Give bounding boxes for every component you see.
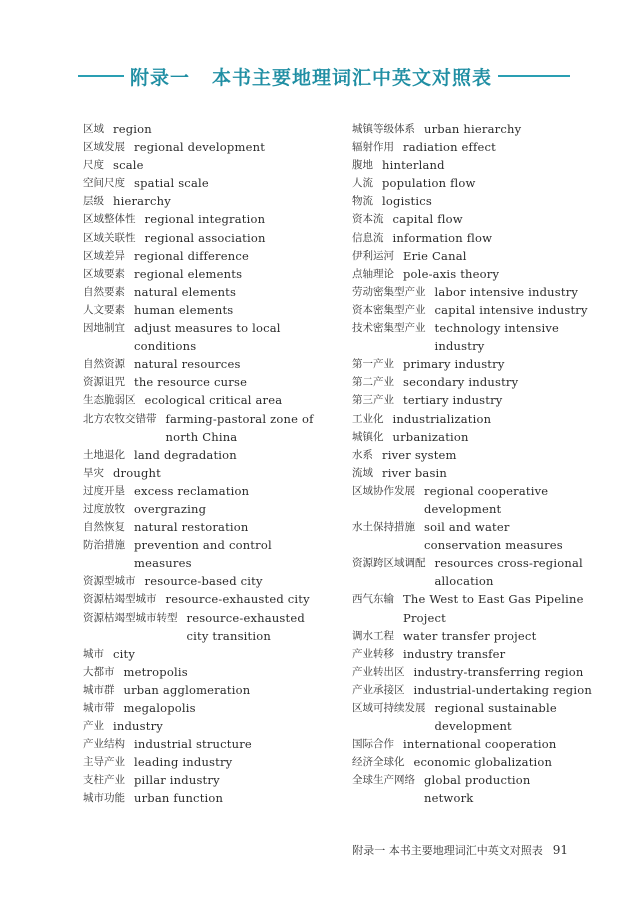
- term-english-line: allocation: [434, 574, 494, 589]
- glossary-entry: [83, 789, 333, 807]
- term-english-line: conservation measures: [424, 538, 563, 553]
- term-english-line: spatial scale: [134, 176, 209, 191]
- term-english: [403, 645, 505, 663]
- glossary-entry: [83, 210, 333, 228]
- term-english: [134, 283, 236, 301]
- term-chinese: 物流: [352, 195, 373, 208]
- term-chinese: 国际合作: [352, 738, 394, 751]
- term-english: [134, 735, 252, 753]
- glossary-entry: [83, 699, 333, 717]
- term-chinese: 生态脆弱区: [83, 394, 136, 407]
- term-english: [435, 283, 579, 301]
- term-english: [113, 156, 144, 174]
- term-english: [134, 518, 249, 536]
- term-chinese: 辐射作用: [352, 141, 394, 154]
- glossary-entry: [83, 283, 333, 301]
- term-english-line: metropolis: [123, 664, 188, 679]
- term-chinese: 区域发展: [83, 141, 125, 154]
- term-english: [113, 192, 171, 210]
- term-english-line: land degradation: [134, 447, 237, 462]
- term-chinese: 人流: [352, 177, 373, 190]
- glossary-entry: [83, 717, 333, 735]
- glossary-entry: [83, 500, 333, 518]
- term-chinese: 城市群: [83, 683, 115, 696]
- term-english-line: regional development: [134, 140, 266, 155]
- term-english-line: urban hierarchy: [424, 122, 522, 136]
- term-english: [134, 753, 232, 771]
- glossary-entry: [352, 301, 602, 319]
- appendix-header: [78, 62, 570, 90]
- term-english-line: ecological critical area: [144, 393, 283, 408]
- glossary-entry: [83, 174, 333, 192]
- glossary-entry: [83, 192, 333, 210]
- term-english: [134, 536, 272, 572]
- term-english: [134, 771, 220, 789]
- term-english-line: excess reclamation: [134, 483, 250, 498]
- term-chinese: 区域关联性: [83, 231, 136, 244]
- glossary-entry: [352, 518, 602, 554]
- term-chinese: 自然要素: [83, 285, 125, 298]
- term-english: [403, 373, 518, 391]
- term-chinese: 土地退化: [83, 448, 125, 461]
- glossary-entry: [352, 663, 602, 681]
- glossary-entry: [83, 482, 333, 500]
- glossary-entry: [83, 247, 333, 265]
- term-english: [134, 500, 206, 518]
- term-chinese: 资本密集型产业: [352, 303, 426, 316]
- glossary-entry: [83, 681, 333, 699]
- term-english-line: region: [113, 122, 152, 136]
- term-english-line: industrialization: [392, 411, 492, 426]
- term-english: [435, 699, 557, 735]
- glossary-entry: [83, 265, 333, 283]
- term-chinese: 资源枯竭型城市转型: [83, 611, 178, 624]
- term-english-line: regional difference: [134, 248, 249, 263]
- term-english-line: natural restoration: [134, 520, 249, 535]
- term-english-line: scale: [113, 158, 144, 173]
- term-chinese: 产业转出区: [352, 665, 405, 678]
- glossary-entry: [352, 410, 602, 428]
- appendix-label: 附录一: [130, 66, 191, 89]
- term-english-line: megalopolis: [123, 701, 196, 715]
- glossary-entry: [83, 229, 333, 247]
- term-english-line: global production: [424, 773, 531, 788]
- term-english: [414, 681, 592, 699]
- page-title: [124, 63, 498, 90]
- term-chinese: 产业转移: [352, 647, 394, 660]
- term-english-line: water transfer project: [403, 628, 537, 643]
- glossary-entry: [352, 771, 602, 807]
- term-chinese: 自然资源: [83, 358, 125, 371]
- term-english: [403, 138, 496, 156]
- term-chinese: 防治措施: [83, 539, 125, 552]
- glossary-entry: [83, 446, 333, 464]
- term-chinese: 城市: [83, 647, 104, 660]
- term-english: [145, 391, 283, 409]
- term-english-line: measures: [134, 556, 192, 571]
- term-chinese: 过度放牧: [83, 502, 125, 515]
- term-chinese: 区域整体性: [83, 213, 136, 226]
- term-english-line: industry transfer: [403, 646, 506, 661]
- term-english-line: urbanization: [392, 429, 469, 444]
- term-chinese: 劳动密集型产业: [352, 285, 426, 298]
- term-english: [393, 229, 493, 247]
- term-english: [424, 771, 531, 807]
- glossary-entry: [352, 283, 602, 301]
- term-english-line: natural resources: [134, 357, 241, 372]
- term-chinese: 第一产业: [352, 358, 394, 371]
- header-rule-right: [498, 75, 570, 77]
- term-chinese: 工业化: [352, 412, 384, 425]
- term-chinese: 调水工程: [352, 629, 394, 642]
- term-chinese: 区域可持续发展: [352, 702, 426, 714]
- term-english: [134, 174, 209, 192]
- term-english: [382, 174, 476, 192]
- page-footer: [352, 842, 568, 858]
- term-english: [134, 355, 241, 373]
- term-chinese: 产业: [83, 720, 104, 733]
- term-chinese: 点轴理论: [352, 267, 394, 280]
- glossary-entry: [352, 464, 602, 482]
- glossary-entry: [352, 138, 602, 156]
- term-english-line: industry: [113, 719, 163, 734]
- term-english-line: industrial-undertaking region: [413, 682, 592, 697]
- term-chinese: 区域要素: [83, 267, 125, 280]
- term-chinese: 资本流: [352, 213, 384, 226]
- term-english: [134, 247, 249, 265]
- term-english-line: hierarchy: [113, 194, 171, 209]
- term-chinese: 北方农牧交错带: [83, 412, 157, 425]
- term-english-line: the resource curse: [134, 375, 248, 390]
- term-english: [424, 482, 548, 518]
- term-english-line: labor intensive industry: [434, 284, 579, 299]
- term-english-line: international cooperation: [403, 737, 557, 752]
- term-chinese: 自然恢复: [83, 521, 125, 534]
- glossary-entry: [352, 554, 602, 590]
- glossary-entry: [83, 572, 333, 590]
- term-english: [382, 156, 445, 174]
- glossary-entry: [352, 229, 602, 247]
- glossary-entry: [352, 446, 602, 464]
- term-chinese: 因地制宜: [83, 322, 125, 335]
- term-english: [382, 464, 447, 482]
- glossary-entry: [83, 645, 333, 663]
- glossary-column-left: [83, 120, 333, 808]
- term-english: [145, 229, 266, 247]
- term-english-line: prevention and control: [134, 538, 272, 553]
- term-english: [403, 247, 467, 265]
- glossary-entry: [83, 156, 333, 174]
- page-number: 91: [552, 843, 568, 857]
- term-english-line: pole-axis theory: [403, 266, 500, 281]
- glossary-entry: [352, 428, 602, 446]
- term-english: [166, 590, 310, 608]
- term-english-line: economic globalization: [413, 755, 553, 770]
- glossary-entry: [83, 373, 333, 391]
- glossary-entry: [83, 590, 333, 608]
- glossary-entry: [83, 464, 333, 482]
- term-english: [382, 192, 432, 210]
- header-rule-left: [78, 75, 124, 77]
- term-english: [403, 590, 584, 626]
- term-english-line: north China: [165, 429, 238, 444]
- term-english-line: regional association: [144, 230, 266, 245]
- term-english-line: resource-exhausted: [186, 610, 305, 625]
- term-english-line: natural elements: [134, 284, 237, 299]
- term-english: [134, 789, 223, 807]
- term-english-line: Erie Canal: [403, 248, 467, 263]
- glossary-entry: [352, 210, 602, 228]
- term-chinese: 腹地: [352, 159, 373, 172]
- term-chinese: 过度开垦: [83, 484, 125, 497]
- term-english-line: radiation effect: [403, 140, 496, 155]
- glossary-entry: [352, 645, 602, 663]
- term-english: [403, 355, 505, 373]
- term-english-line: drought: [113, 465, 161, 480]
- term-english-line: overgrazing: [134, 501, 207, 516]
- term-chinese: 资源枯竭型城市: [83, 593, 157, 606]
- term-english-line: logistics: [382, 194, 432, 209]
- glossary-entry: [352, 699, 602, 735]
- term-chinese: 城镇化: [352, 430, 384, 443]
- glossary-entry: [83, 391, 333, 409]
- term-english-line: urban agglomeration: [123, 682, 251, 697]
- term-english: [113, 464, 161, 482]
- term-english-line: development: [434, 719, 512, 734]
- term-english-line: resource-based city: [144, 574, 263, 589]
- term-english: [393, 410, 492, 428]
- term-english: [113, 120, 152, 138]
- glossary-entry: [83, 410, 333, 446]
- term-chinese: 大都市: [83, 665, 115, 678]
- term-english-line: industrial structure: [134, 737, 252, 752]
- term-chinese: 区域差异: [83, 249, 125, 262]
- term-chinese: 空间尺度: [83, 177, 125, 190]
- term-english: [134, 446, 237, 464]
- term-english: [134, 138, 265, 156]
- term-english: [403, 735, 557, 753]
- term-english: [393, 428, 469, 446]
- term-english-line: capital flow: [392, 212, 463, 227]
- term-chinese: 城镇等级体系: [352, 123, 415, 135]
- term-english: [382, 446, 457, 464]
- term-english-line: conditions: [134, 339, 197, 354]
- term-english: [134, 482, 249, 500]
- term-chinese: 资源型城市: [83, 575, 136, 588]
- glossary-entry: [352, 482, 602, 518]
- term-chinese: 产业承接区: [352, 683, 405, 696]
- term-english-line: adjust measures to local: [134, 321, 281, 336]
- term-chinese: 第二产业: [352, 376, 394, 389]
- term-english-line: regional cooperative: [424, 483, 549, 498]
- term-english-line: industry: [434, 339, 485, 354]
- term-english: [393, 210, 463, 228]
- term-chinese: 水土保持措施: [352, 521, 415, 534]
- term-english: [113, 645, 135, 663]
- term-english: [134, 373, 247, 391]
- term-english-line: pillar industry: [134, 773, 220, 788]
- term-english-line: hinterland: [382, 158, 445, 173]
- term-english-line: regional sustainable: [434, 701, 557, 715]
- term-english: [113, 717, 163, 735]
- term-english-line: farming-pastoral zone of: [165, 411, 314, 426]
- term-english-line: city: [113, 646, 136, 661]
- term-english: [403, 627, 536, 645]
- glossary-entry: [352, 373, 602, 391]
- term-english: [145, 572, 263, 590]
- term-chinese: 支柱产业: [83, 774, 125, 787]
- glossary-entry: [352, 247, 602, 265]
- glossary-entry: [83, 753, 333, 771]
- term-english-line: leading industry: [134, 755, 233, 770]
- term-chinese: 水系: [352, 448, 373, 461]
- term-english: [424, 518, 563, 554]
- term-english-line: river system: [382, 447, 457, 462]
- term-english-line: information flow: [392, 230, 493, 245]
- glossary-column-right: [352, 120, 602, 808]
- term-chinese: 主导产业: [83, 756, 125, 769]
- glossary-entry: [352, 156, 602, 174]
- term-english: [435, 319, 560, 355]
- term-chinese: 城市带: [83, 702, 115, 714]
- term-chinese: 资源跨区域调配: [352, 557, 426, 570]
- term-chinese: 全球生产网络: [352, 774, 415, 787]
- term-chinese: 产业结构: [83, 738, 125, 751]
- term-english: [414, 753, 553, 771]
- glossary-entry: [83, 138, 333, 156]
- glossary-entry: [352, 753, 602, 771]
- term-english-line: soil and water: [424, 520, 510, 535]
- glossary-entry: [83, 120, 333, 138]
- term-chinese: 流域: [352, 466, 373, 479]
- term-chinese: 技术密集型产业: [352, 322, 426, 335]
- term-english: [166, 410, 314, 446]
- glossary-entry: [352, 391, 602, 409]
- term-chinese: 旱灾: [83, 466, 104, 479]
- term-chinese: 人文要素: [83, 303, 125, 316]
- glossary-entry: [83, 355, 333, 373]
- glossary-entry: [352, 174, 602, 192]
- term-english: [134, 319, 281, 355]
- term-english-line: regional integration: [144, 212, 266, 227]
- term-english: [403, 391, 503, 409]
- term-english-line: urban function: [134, 791, 224, 806]
- glossary-entry: [352, 627, 602, 645]
- term-chinese: 城市功能: [83, 792, 125, 805]
- term-english: [134, 265, 242, 283]
- appendix-title: 本书主要地理词汇中英文对照表: [212, 66, 493, 89]
- term-english-line: secondary industry: [403, 375, 519, 390]
- glossary-entry: [352, 265, 602, 283]
- term-english-line: technology intensive: [434, 321, 560, 336]
- term-english: [187, 609, 305, 645]
- glossary-entry: [352, 355, 602, 373]
- term-english-line: population flow: [382, 176, 476, 191]
- term-english: [124, 663, 188, 681]
- glossary-entry: [83, 319, 333, 355]
- glossary-entry: [352, 735, 602, 753]
- glossary-entry: [352, 192, 602, 210]
- term-english-line: tertiary industry: [403, 393, 503, 408]
- term-english-line: capital intensive industry: [434, 302, 588, 317]
- term-chinese: 经济全球化: [352, 756, 405, 769]
- glossary-entry: [83, 536, 333, 572]
- term-english: [145, 210, 266, 228]
- term-english: [414, 663, 584, 681]
- term-english-line: resources cross-regional: [434, 556, 583, 571]
- term-english-line: resource-exhausted city: [165, 592, 310, 607]
- glossary-entry: [83, 301, 333, 319]
- term-english-line: The West to East Gas Pipeline: [403, 592, 584, 607]
- glossary-entry: [83, 735, 333, 753]
- term-chinese: 第三产业: [352, 394, 394, 407]
- term-english-line: industry-transferring region: [413, 664, 584, 679]
- term-english: [424, 120, 521, 138]
- term-english-line: river basin: [382, 465, 448, 480]
- running-title: 附录一 本书主要地理词汇中英文对照表: [352, 844, 543, 857]
- term-english-line: network: [424, 791, 474, 806]
- term-english-line: human elements: [134, 302, 234, 317]
- term-english-line: primary industry: [403, 357, 505, 372]
- glossary-entry: [83, 663, 333, 681]
- term-english: [435, 301, 588, 319]
- term-chinese: 伊利运河: [352, 249, 394, 262]
- term-chinese: 层级: [83, 195, 104, 208]
- glossary-entry: [83, 518, 333, 536]
- glossary-entry: [352, 590, 602, 626]
- term-chinese: 尺度: [83, 159, 104, 172]
- term-chinese: 西气东输: [352, 593, 394, 606]
- term-english: [124, 699, 196, 717]
- term-english-line: development: [424, 501, 502, 516]
- term-english: [124, 681, 251, 699]
- term-english: [134, 301, 233, 319]
- glossary-entry: [352, 319, 602, 355]
- glossary-entry: [83, 609, 333, 645]
- glossary-entry: [83, 771, 333, 789]
- term-english: [403, 265, 499, 283]
- term-english-line: Project: [403, 610, 446, 625]
- term-chinese: 资源诅咒: [83, 376, 125, 389]
- term-english: [435, 554, 583, 590]
- term-chinese: 区域: [83, 123, 104, 135]
- glossary-entry: [352, 120, 602, 138]
- term-chinese: 信息流: [352, 231, 384, 244]
- term-chinese: 区域协作发展: [352, 484, 415, 497]
- term-english-line: city transition: [186, 628, 271, 643]
- term-english-line: regional elements: [134, 266, 243, 281]
- glossary-entry: [352, 681, 602, 699]
